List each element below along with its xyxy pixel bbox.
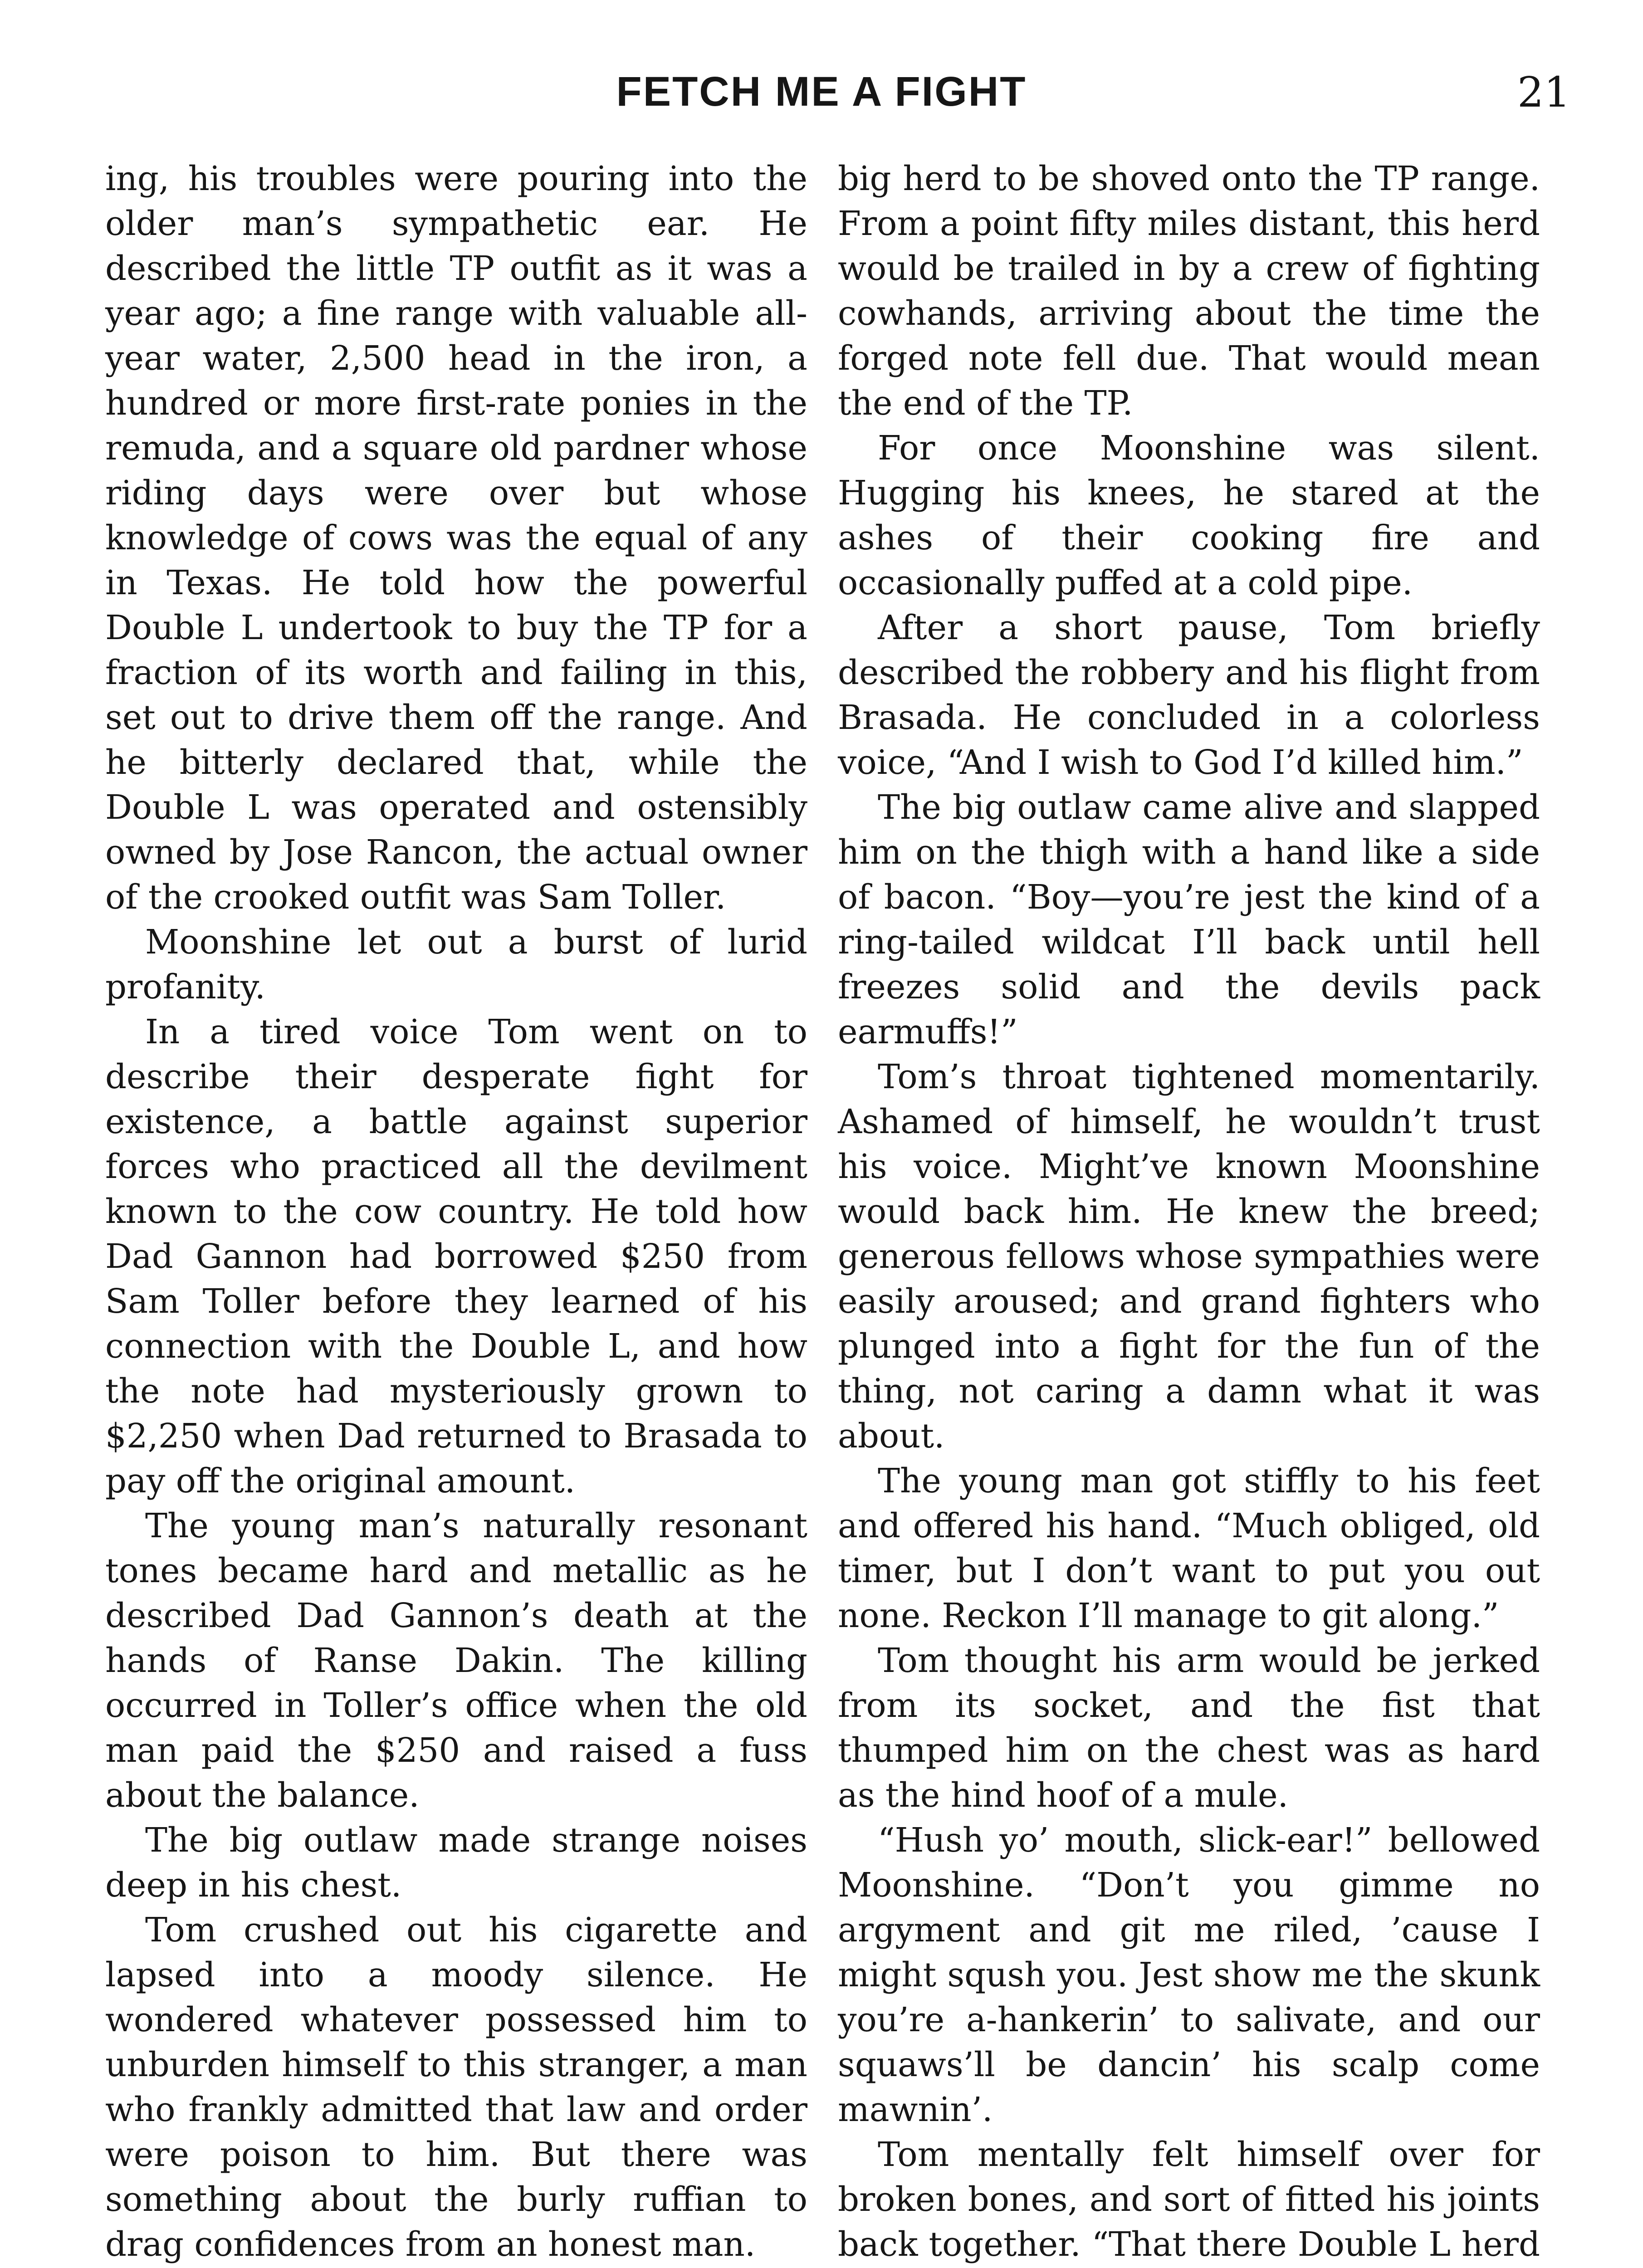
- paragraph: In a tired voice Tom went on to describe their desperate fight for existence, a battle against superior forces who practiced all the devilment known to the cow country. He told how Dad Gannon had borrowed $250 from Sam Toller before they learned of his connection with the Double L, and how the note had mysteriously grown to $2,250 when Dad returned to Brasada to pay off the original amount.: [105, 1013, 807, 1501]
- paragraph: Moonshine let out a burst of lurid profanity.: [105, 923, 807, 1007]
- left-column: [105, 156, 807, 2268]
- paragraph: “Hush yo’ mouth, slick-ear!” bellowed Moonshine. “Don’t you gimme no argyment and git me riled, ’cause I might sqush you. Jest show me the skunk you’re a-hankerin’ to salivate, and our squaws’ll be dancin’ his scalp come mawnin’.: [838, 1821, 1540, 2129]
- paragraph: The big outlaw made strange noises deep in his chest.: [105, 1821, 807, 1905]
- running-head: [0, 59, 1643, 122]
- paragraph: For once Moonshine was silent. Hugging his knees, he stared at the ashes of their cooking fire and occasionally puffed at a cold pipe.: [838, 429, 1540, 602]
- paragraph: Tom thought his arm would be jerked from its socket, and the fist that thumped him on the chest was as hard as the hind hoof of a mule.: [838, 1642, 1540, 1815]
- paragraph: Tom crushed out his cigarette and lapsed into a moody silence. He wondered whatever possessed him to unburden himself to this stranger, a man who frankly admitted that law and order were poison to him. But there was something about the burly ruffian to drag confidences from an honest man.: [105, 1911, 807, 2264]
- page-number: 21: [1517, 68, 1570, 117]
- paragraph: The young man’s naturally resonant tones became hard and metallic as he described Dad Gannon’s death at the hands of Ranse Dakin. The killing occurred in Toller’s office when the old man paid the $250 and raised a fuss about the balance.: [105, 1507, 807, 1815]
- paragraph: Tom’s throat tightened momentarily. Ashamed of himself, he wouldn’t trust his voice. Might’ve known Moonshine would back him. He knew the breed; generous fellows whose sympathies were easily aroused; and grand fighters who plunged into a fight for the fun of the thing, not caring a damn what it was about.: [838, 1058, 1540, 1456]
- paragraph: The big outlaw came alive and slapped him on the thigh with a hand like a side of bacon. “Boy—you’re jest the kind of a ring-tailed wildcat I’ll back until hell freezes solid and the devils pack earmuffs!”: [838, 788, 1540, 1051]
- paragraph: big herd to be shoved onto the TP range. From a point fifty miles distant, this herd would be trailed in by a crew of fighting cowhands, arriving about the time the forged note fell due. That would mean the end of the TP.: [838, 160, 1540, 423]
- paragraph: After a short pause, Tom briefly described the robbery and his flight from Brasada. He concluded in a colorless voice, “And I wish to God I’d killed him.”: [838, 609, 1540, 782]
- paragraph: ing, his troubles were pouring into the older man’s sympathetic ear. He described the little TP outfit as it was a year ago; a fine range with valuable all-year water, 2,500 head in the iron, a hundred or more first-rate ponies in the remuda, and a square old pardner whose riding days were over but whose knowledge of cows was the equal of any in Texas. He told how the powerful Double L undertook to buy the TP for a fraction of its worth and failing in this, set out to drive them off the range. And he bitterly declared that, while the Double L was operated and ostensibly owned by Jose Rancon, the actual owner of the crooked outfit was Sam Toller.: [105, 160, 807, 917]
- right-column: [838, 156, 1540, 2268]
- page-title: FETCH ME A FIGHT: [616, 68, 1027, 115]
- paragraph: The young man got stiffly to his feet and offered his hand. “Much obliged, old timer, but I don’t want to put you out none. Reckon I’ll manage to git along.”: [838, 1462, 1540, 1635]
- paragraph: Tom mentally felt himself over for broken bones, and sort of fitted his joints back together. “That there Double L herd: [838, 2136, 1540, 2264]
